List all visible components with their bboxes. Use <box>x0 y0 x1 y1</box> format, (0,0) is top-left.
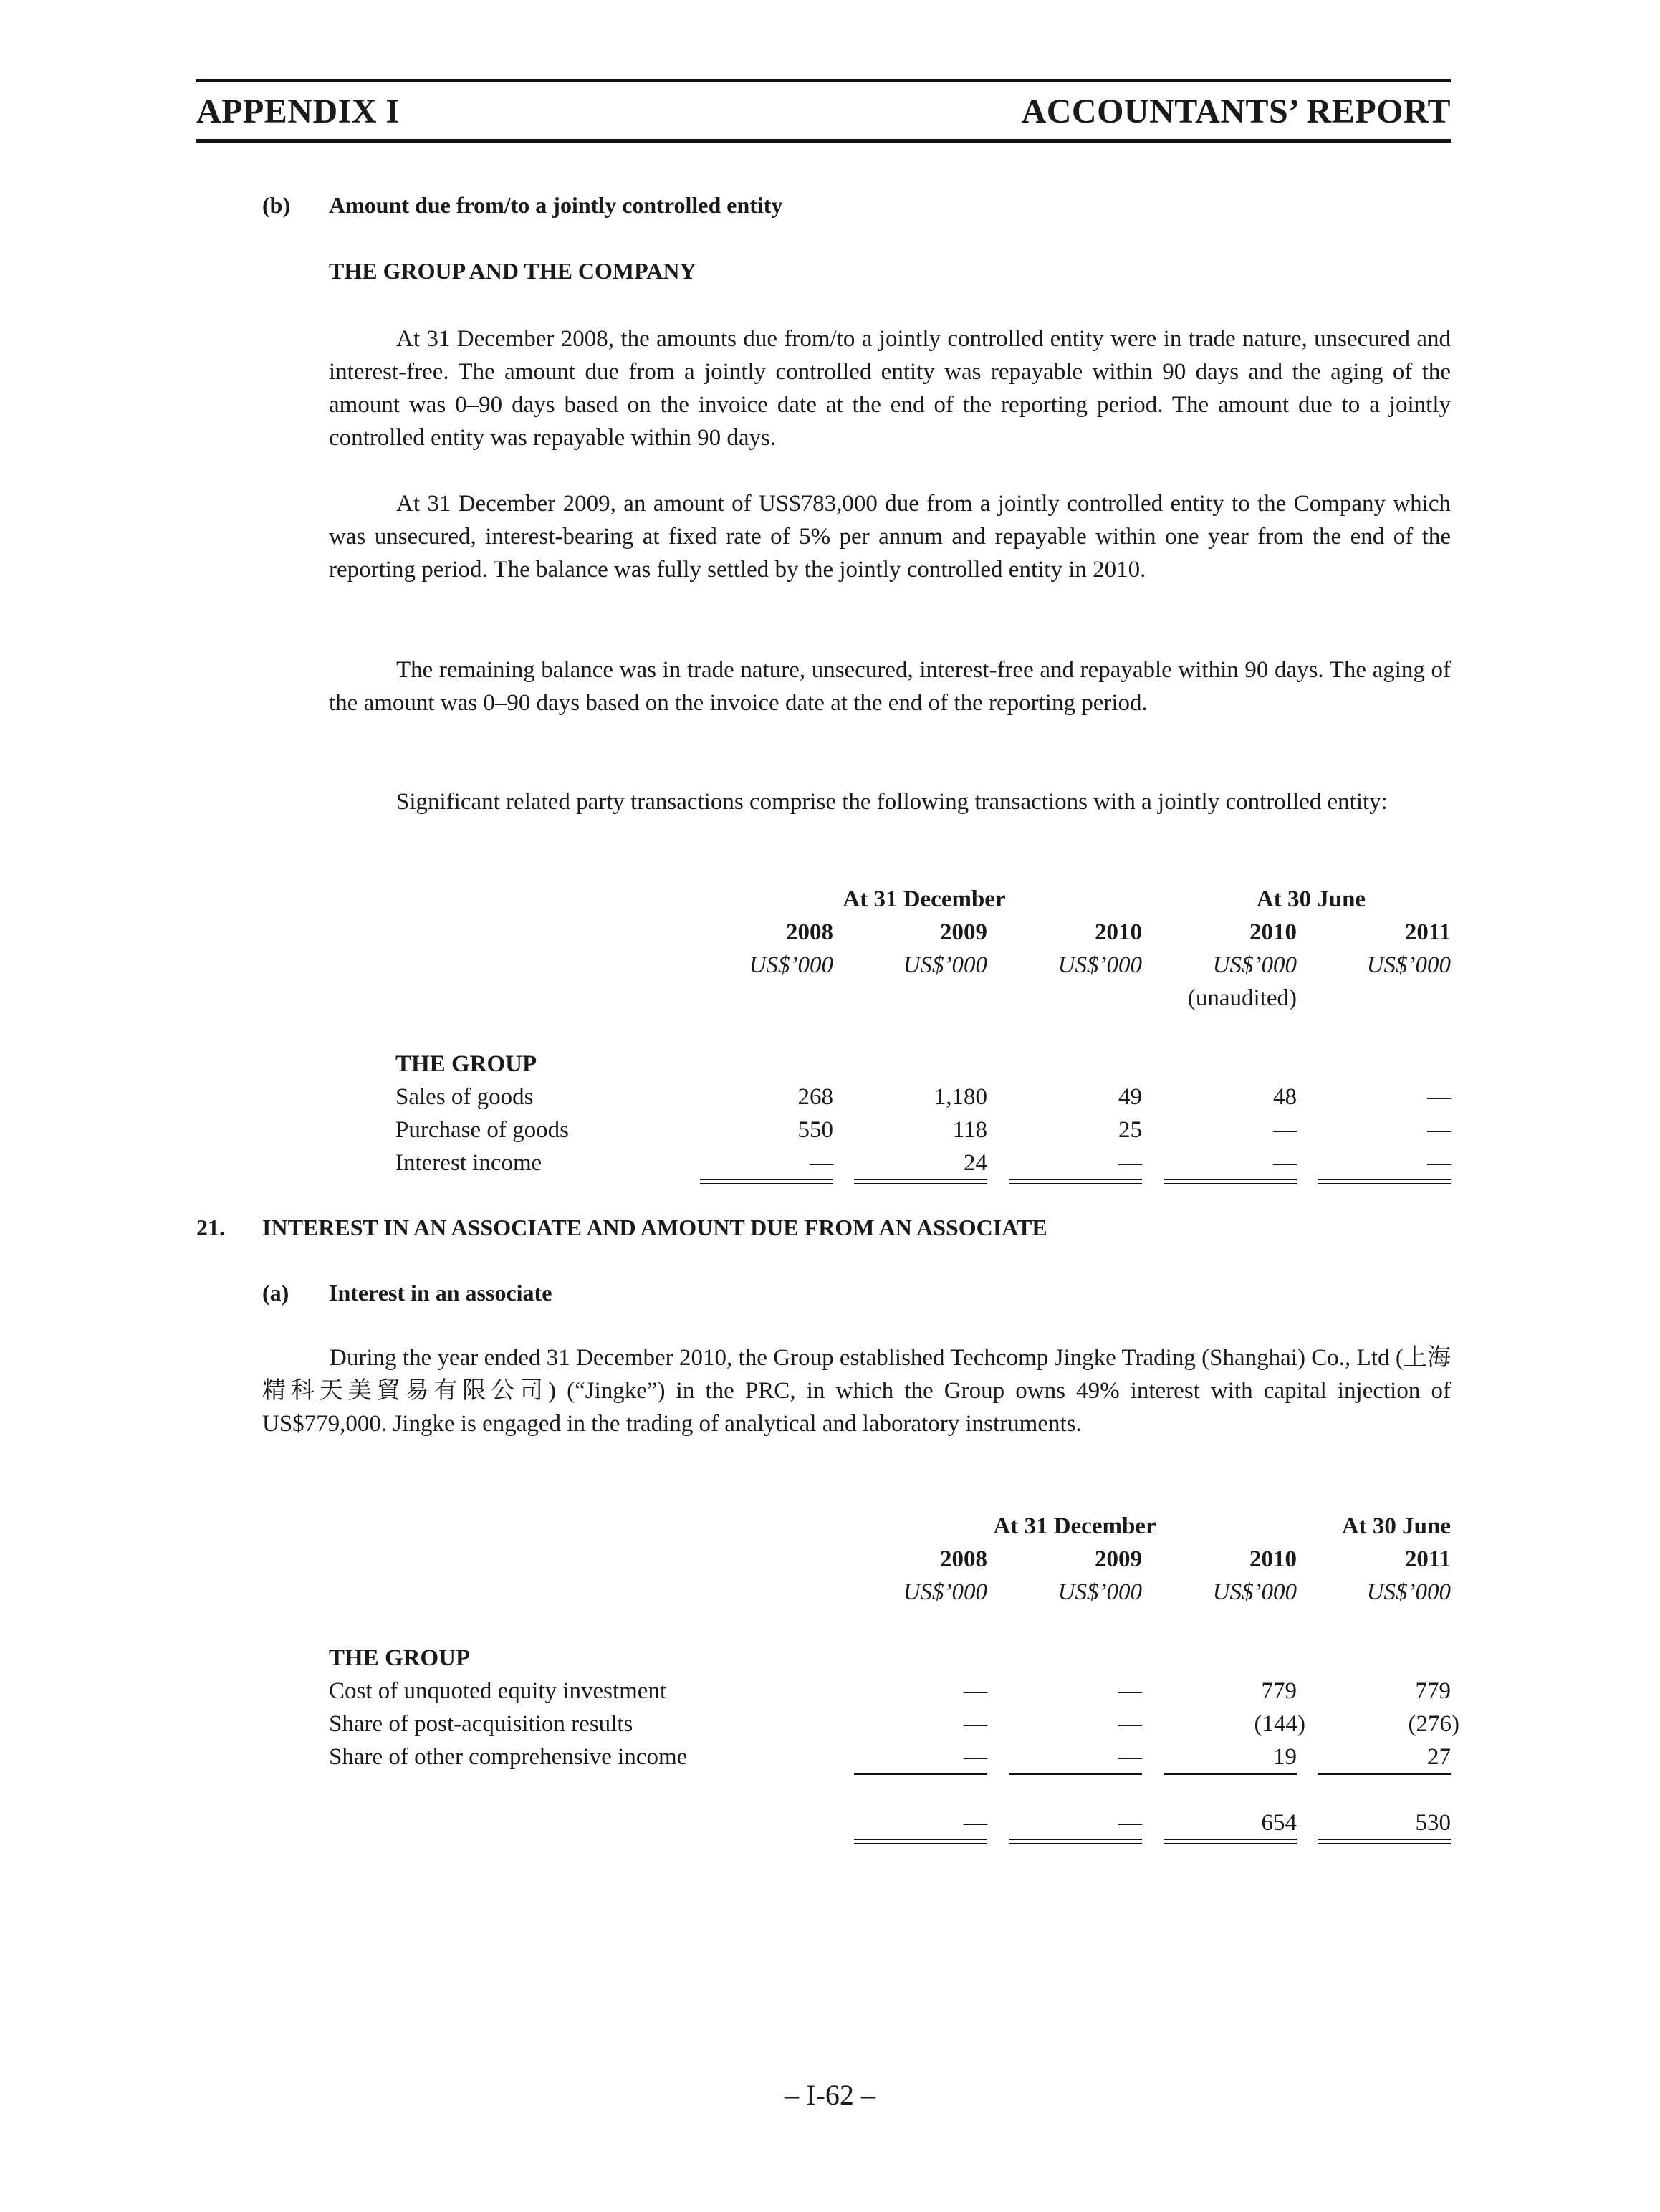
table2-group-label: THE GROUP <box>329 1645 471 1671</box>
table1-cell: — <box>1427 1084 1451 1110</box>
table1-group-header-december: At 31 December <box>843 886 1006 912</box>
table2-cell: (144) <box>1254 1711 1305 1737</box>
paragraph-2008: At 31 December 2008, the amounts due from/to a jointly controlled entity were in trade nature, unsecured and interest-free. The amount due from a jointly controlled entity was repayable within 90 days and the aging of the amount was 0–90 days based on the invoice date at the end of the reporting period. The amount due to a jointly controlled entity was repayable within 90 days. <box>329 326 1451 451</box>
table2-double-underline <box>1318 1839 1451 1844</box>
table2-group-header-june: At 30 June <box>1341 1513 1451 1539</box>
table2-currency: US$’000 <box>903 1579 987 1605</box>
table1-unaudited-note: (unaudited) <box>1187 985 1297 1011</box>
section-21a-title: Interest in an associate <box>329 1280 552 1306</box>
table1-cell: — <box>1427 1117 1451 1143</box>
paragraph-jingke: During the year ended 31 December 2010, the Group established Techcomp Jingke Trading (Shanghai) Co., Ltd (上海精科天美貿易有限公司) (“Jingke”) in the PRC, in which the Group owns 49% interest with capital injection of US$779,000. Jingke is engaged in the trading of analytical and laboratory instruments. <box>262 1345 1451 1437</box>
table1-cell: — <box>1273 1117 1297 1143</box>
table1-year: 2011 <box>1404 919 1451 945</box>
table1-cell: — <box>1273 1150 1297 1176</box>
table1-cell: — <box>810 1150 833 1176</box>
table1-currency: US$’000 <box>1057 952 1142 978</box>
table2-currency: US$’000 <box>1057 1579 1142 1605</box>
table1-cell: 24 <box>964 1150 987 1176</box>
table1-cell: 1,180 <box>934 1084 987 1110</box>
table2-double-underline <box>1009 1839 1142 1844</box>
table2-group-header-december: At 31 December <box>993 1513 1156 1539</box>
paragraph-related-party: Significant related party transactions comprise the following transactions with a jointly controlled entity: <box>396 789 1388 815</box>
table2-subtotal-underline <box>1164 1773 1297 1775</box>
table1-year: 2009 <box>940 919 987 945</box>
table1-currency: US$’000 <box>1366 952 1451 978</box>
table1-cell: 48 <box>1273 1084 1297 1110</box>
table2-total: 530 <box>1415 1810 1451 1836</box>
table2-year: 2011 <box>1404 1546 1451 1572</box>
table2-subtotal-underline <box>1318 1773 1451 1775</box>
section-21a-label: (a) <box>262 1280 289 1306</box>
header-right-title: ACCOUNTANTS’ REPORT <box>1021 92 1451 130</box>
header-left-title: APPENDIX I <box>196 92 400 130</box>
table2-row-label: Share of other comprehensive income <box>329 1744 688 1770</box>
section-b-title: Amount due from/to a jointly controlled entity <box>329 192 783 218</box>
table2-row-label: Cost of unquoted equity investment <box>329 1678 667 1704</box>
table1-year: 2008 <box>786 919 833 945</box>
table1-cell: — <box>1118 1150 1142 1176</box>
table1-cell: — <box>1427 1150 1451 1176</box>
section-b-label: (b) <box>262 192 291 218</box>
table1-currency: US$’000 <box>903 952 987 978</box>
table1-cell: 49 <box>1118 1084 1142 1110</box>
table2-subtotal-underline <box>854 1773 987 1775</box>
table2-cell: 19 <box>1273 1744 1297 1770</box>
table2-cell: — <box>1118 1744 1142 1770</box>
table1-cell: 118 <box>952 1117 987 1143</box>
page-number: – I-62 – <box>785 2079 875 2111</box>
table2-cell: — <box>964 1678 987 1704</box>
table1-currency: US$’000 <box>1212 952 1297 978</box>
table1-year: 2010 <box>1095 919 1142 945</box>
table1-cell: 268 <box>797 1084 833 1110</box>
table1-currency: US$’000 <box>749 952 833 978</box>
table2-cell: (276) <box>1408 1711 1459 1737</box>
table2-cell: — <box>1118 1711 1142 1737</box>
table2-currency: US$’000 <box>1212 1579 1297 1605</box>
table2-currency: US$’000 <box>1366 1579 1451 1605</box>
table2-cell: — <box>964 1744 987 1770</box>
table2-double-underline <box>854 1839 987 1844</box>
table2-total: 654 <box>1261 1810 1297 1836</box>
table2-cell: — <box>1118 1678 1142 1704</box>
table1-group-header-june: At 30 June <box>1256 886 1366 912</box>
section-b-subtitle: THE GROUP AND THE COMPANY <box>329 258 696 284</box>
paragraph-2009: At 31 December 2009, an amount of US$783,000 due from a jointly controlled entity to the Company which was unsecured, interest-bearing at fixed rate of 5% per annum and repayable within one year from the end of the reporting period. The balance was fully settled by the jointly controlled entity in 2010. <box>329 491 1451 583</box>
table2-row-label: Share of post-acquisition results <box>329 1711 633 1737</box>
table2-cell: — <box>964 1711 987 1737</box>
table2-cell: 779 <box>1415 1678 1451 1704</box>
table1-group-label: THE GROUP <box>395 1051 537 1077</box>
table2-cell: 779 <box>1261 1678 1297 1704</box>
paragraph-remaining-balance: The remaining balance was in trade nature, unsecured, interest-free and repayable within 90 days. The aging of the amount was 0–90 days based on the invoice date at the end of the reporting period. <box>329 657 1451 716</box>
table1-row-label: Interest income <box>395 1150 542 1176</box>
table1-year: 2010 <box>1249 919 1297 945</box>
table2-double-underline <box>1164 1839 1297 1844</box>
table1-row-label: Sales of goods <box>395 1084 534 1110</box>
table2-total: — <box>1118 1810 1142 1836</box>
table2-subtotal-underline <box>1009 1773 1142 1775</box>
table2-year: 2009 <box>1095 1546 1142 1572</box>
table2-cell: 27 <box>1427 1744 1451 1770</box>
section-21-title: INTEREST IN AN ASSOCIATE AND AMOUNT DUE FROM AN ASSOCIATE <box>262 1215 1047 1240</box>
table1-row-label: Purchase of goods <box>395 1117 569 1143</box>
table2-year: 2010 <box>1249 1546 1297 1572</box>
table1-cell: 25 <box>1118 1117 1142 1143</box>
table1-cell: 550 <box>797 1117 833 1143</box>
table2-year: 2008 <box>940 1546 987 1572</box>
section-21-number: 21. <box>196 1215 225 1240</box>
table2-total: — <box>964 1810 987 1836</box>
